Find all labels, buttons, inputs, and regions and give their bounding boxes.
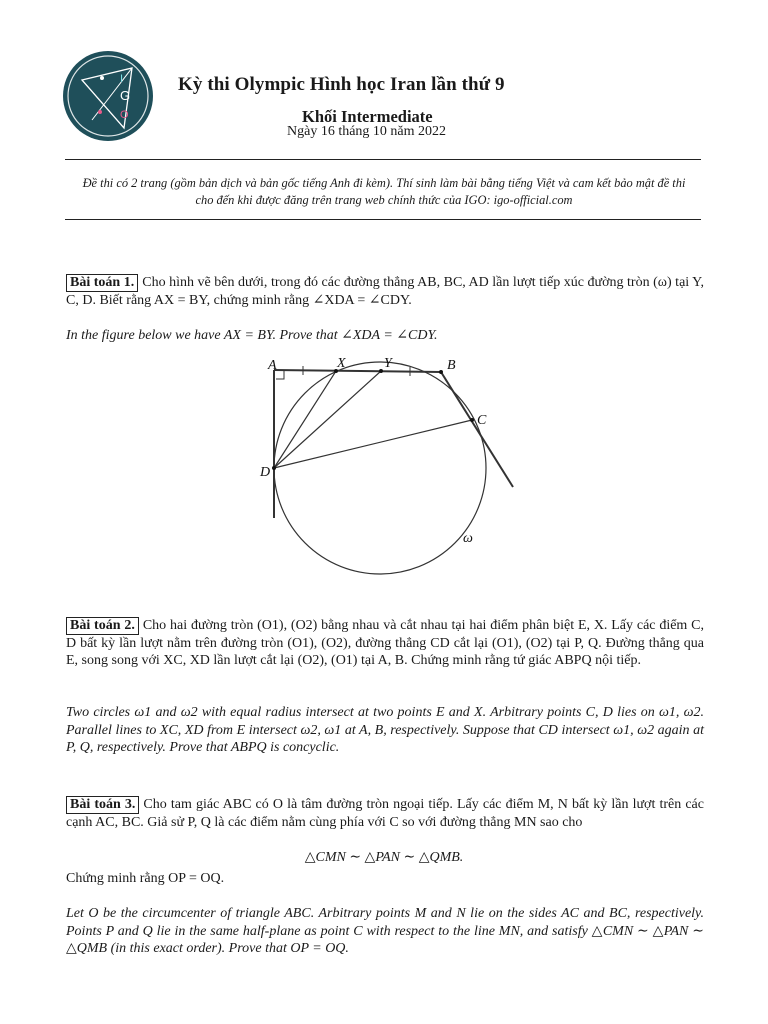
label-c: C xyxy=(477,413,487,428)
problem-2-text: Cho hai đường tròn (O1), (O2) bằng nhau và cắt nhau tại hai điểm phân biệt E, X. Lấy các điểm C, D bất kỳ lần lượt nằm trên đường tròn (O1), (O2), đường thẳng CD cắt lại (O1), (O2) tại P, Q. Đường thẳng qua E, song song với XC, XD lần lượt cắt lại (O2), (O1) tại A, B. Chứng minh rằng tứ giác ABPQ nội tiếp. xyxy=(66,618,704,668)
problem-3-label: Bài toán 3. xyxy=(66,796,139,814)
segment-dc xyxy=(274,420,472,468)
line-ab xyxy=(274,370,441,372)
level-subtitle: Khối Intermediate xyxy=(302,107,433,126)
problem-3-text: Cho tam giác ABC có O là tâm đường tròn ngoại tiếp. Lấy các điểm M, N bất kỳ lần lượt trên các cạnh AC, BC. Giả sử P, Q là các điểm nằm cùng phía với C so với đường thẳng MN sao cho xyxy=(66,797,704,830)
svg-text:G: G xyxy=(120,88,131,103)
exam-notice: Đề thi có 2 trang (gồm bản dịch và bản gốc tiếng Anh đi kèm). Thí sinh làm bài bằng tiếng Việt và cam kết bảo mật đề thi cho đến khi được đăng trên trang web chính thức của IGO: igo-official.com xyxy=(82,176,686,207)
segment-dy xyxy=(274,371,381,468)
problem-3-en: Let O be the circumcenter of triangle ABC. Arbitrary points M and N lie on the sides AC and BC, respectively. Points P and Q lie in the same half-plane as point C with respect to the line MN, and satisfy △CMN ∼ △PAN ∼ △QMB (in this exact order). Prove that OP = OQ. xyxy=(66,906,704,956)
problem-1-en: In the figure below we have AX = BY. Prove that ∠XDA = ∠CDY. xyxy=(66,328,438,343)
label-d: D xyxy=(260,465,271,480)
problem-3-vi xyxy=(66,796,704,831)
problem-2-vi xyxy=(66,617,704,670)
label-x: X xyxy=(337,356,346,371)
label-y: Y xyxy=(384,356,392,371)
problem-3-conclusion: Chứng minh rằng OP = OQ. xyxy=(66,871,225,886)
exam-date: Ngày 16 tháng 10 năm 2022 xyxy=(287,124,447,139)
problem-2-label: Bài toán 2. xyxy=(66,617,139,635)
label-b: B xyxy=(447,358,456,373)
svg-text:I: I xyxy=(120,73,124,85)
svg-text:O: O xyxy=(120,109,129,121)
problem-1-label: Bài toán 1. xyxy=(66,274,138,292)
page-title: Kỳ thi Olympic Hình học Iran lần thứ 9 xyxy=(178,74,505,95)
label-omega: ω xyxy=(463,531,473,546)
problem-2-en: Two circles ω1 and ω2 with equal radius intersect at two points E and X. Arbitrary points C, D lies on ω1, ω2. Parallel lines to XC, XD from E intersect ω2, ω1 at A, B, respectively. Suppose that CD intersect ω1, ω2 again at P, Q, respectively. Prove that ABPQ is concyclic. xyxy=(66,705,704,755)
label-a: A xyxy=(268,358,277,373)
line-bc xyxy=(441,372,513,487)
problem-3-formula: △CMN ∼ △PAN ∼ △QMB. xyxy=(304,850,464,865)
problem-1-text: Cho hình vẽ bên dưới, trong đó các đường thẳng AB, BC, AD lần lượt tiếp xúc đường tròn (ω) tại Y, C, D. Biết rằng AX = BY, chứng minh rằng ∠XDA = ∠CDY. xyxy=(66,275,704,308)
